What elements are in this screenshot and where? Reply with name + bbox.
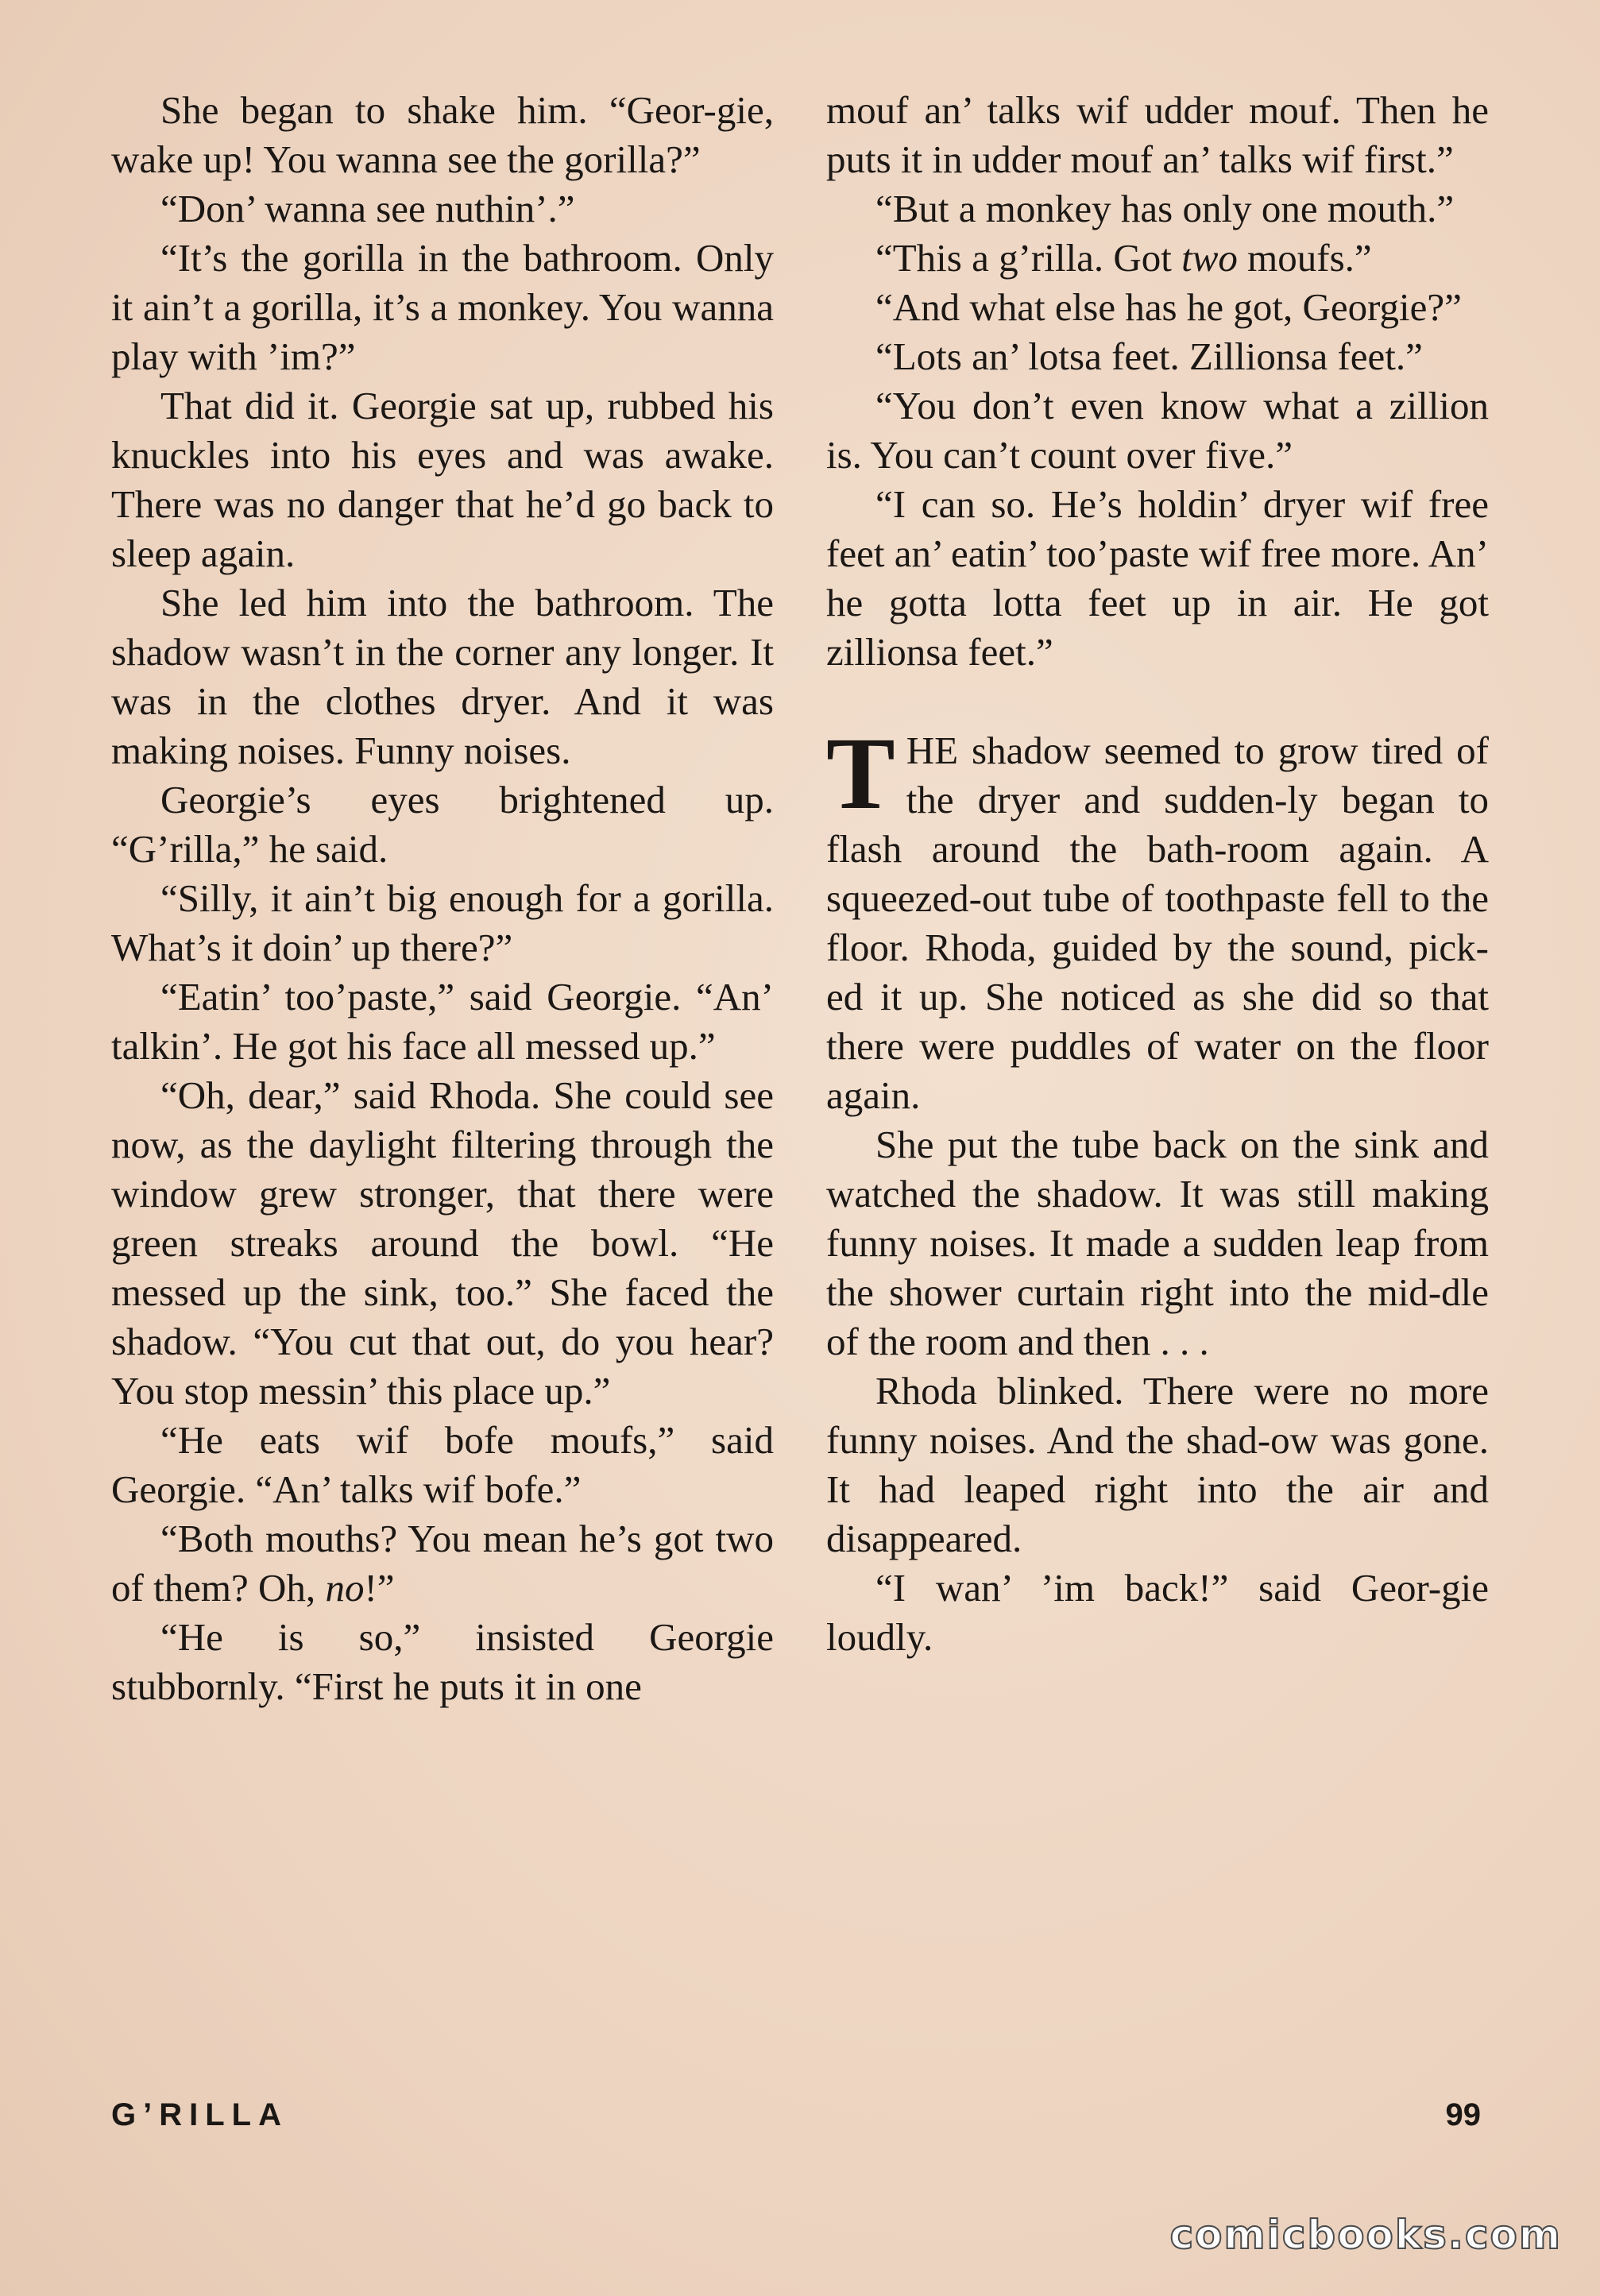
paragraph: “And what else has he got, Georgie?” [875, 285, 1462, 329]
paragraph: That did it. Georgie sat up, rubbed his knuckles into his eyes and was awake. There was no danger that he’d go back to sleep again. [111, 384, 774, 575]
paragraph [826, 234, 1489, 283]
paragraph: She led him into the bathroom. The shadow wasn’t in the corner any longer. It was in the clothes dryer. And it was making noises. Funny noises. [111, 581, 774, 772]
paragraph-text: moufs.” [1237, 236, 1372, 280]
paragraph: “Lots an’ lotsa feet. Zillionsa feet.” [875, 334, 1423, 378]
paragraph: “Silly, it ain’t big enough for a gorilla. What’s it doin’ up there?” [111, 876, 774, 969]
paragraph: She began to shake him. “Geor-gie, wake up! You wanna see the gorilla?” [111, 88, 774, 181]
paragraph: “But a monkey has only one mouth.” [875, 187, 1455, 230]
small-caps-lead: HE [906, 729, 959, 772]
paragraph: She put the tube back on the sink and watched the shadow. It was still making funny noises. It made a sudden leap from the shower curtain right into the mid-dle of the room and then . . . [826, 1123, 1489, 1363]
paragraph-text: “Both mouths? You mean he’s got two of them? Oh, [111, 1517, 774, 1610]
emphasis-text: no [325, 1566, 365, 1610]
running-footer-title: G’RILLA [111, 2097, 288, 2132]
watermark-logo: comicbooks.com [1169, 2212, 1562, 2258]
section-opening-paragraph [826, 717, 1489, 1120]
paragraph [111, 1514, 774, 1613]
page-number: 99 [1445, 2097, 1481, 2132]
paragraph: Rhoda blinked. There were no more funny noises. And the shad-ow was gone. It had leaped right into the air and disappeared. [826, 1369, 1489, 1560]
right-column [826, 86, 1489, 1662]
paragraph: “Oh, dear,” said Rhoda. She could see now, as the daylight filtering through the window grew stronger, that there were green streaks around the bowl. “He messed up the sink, too.” She faced the shadow. “You cut that out, do you hear? You stop messin’ this place up.” [111, 1073, 774, 1413]
paragraph: “Eatin’ too’paste,” said Georgie. “An’ talkin’. He got his face all messed up.” [111, 975, 774, 1068]
paragraph: “I wan’ ’im back!” said Geor-gie loudly. [826, 1566, 1489, 1659]
paragraph: mouf an’ talks wif udder mouf. Then he puts it in udder mouf an’ talks wif first.” [826, 88, 1489, 181]
paragraph: “He eats wif bofe moufs,” said Georgie. “An’ talks wif bofe.” [111, 1418, 774, 1511]
paragraph: “I can so. He’s holdin’ dryer wif free feet an’ eatin’ too’paste wif free more. An’ he gotta lotta feet up in air. He got zillionsa feet.” [826, 482, 1489, 674]
paragraph: “Don’ wanna see nuthin’.” [160, 187, 575, 230]
emphasis-text: two [1181, 236, 1238, 280]
paragraph-text: shadow seemed to grow tired of the dryer and sudden-ly began to flash around the bath-room again. A squeezed-out tube of toothpaste fell to the floor. Rhoda, guided by the sound, pick-ed it up. She noticed as she did so that there were puddles of water on the floor again. [826, 729, 1489, 1117]
paragraph-text: “This a g’rilla. Got [875, 236, 1182, 280]
paragraph: “It’s the gorilla in the bathroom. Only it ain’t a gorilla, it’s a monkey. You wanna play with ’im?” [111, 236, 774, 378]
paragraph: Georgie’s eyes brightened up. “G’rilla,” he said. [111, 778, 774, 871]
paragraph-text: !” [364, 1566, 395, 1610]
section-break [826, 677, 1489, 726]
left-column [111, 86, 774, 1711]
paragraph: “You don’t even know what a zillion is. You can’t count over five.” [826, 384, 1489, 477]
paragraph: “He is so,” insisted Georgie stubbornly. “First he puts it in one [111, 1615, 774, 1708]
drop-cap: T [826, 717, 895, 831]
